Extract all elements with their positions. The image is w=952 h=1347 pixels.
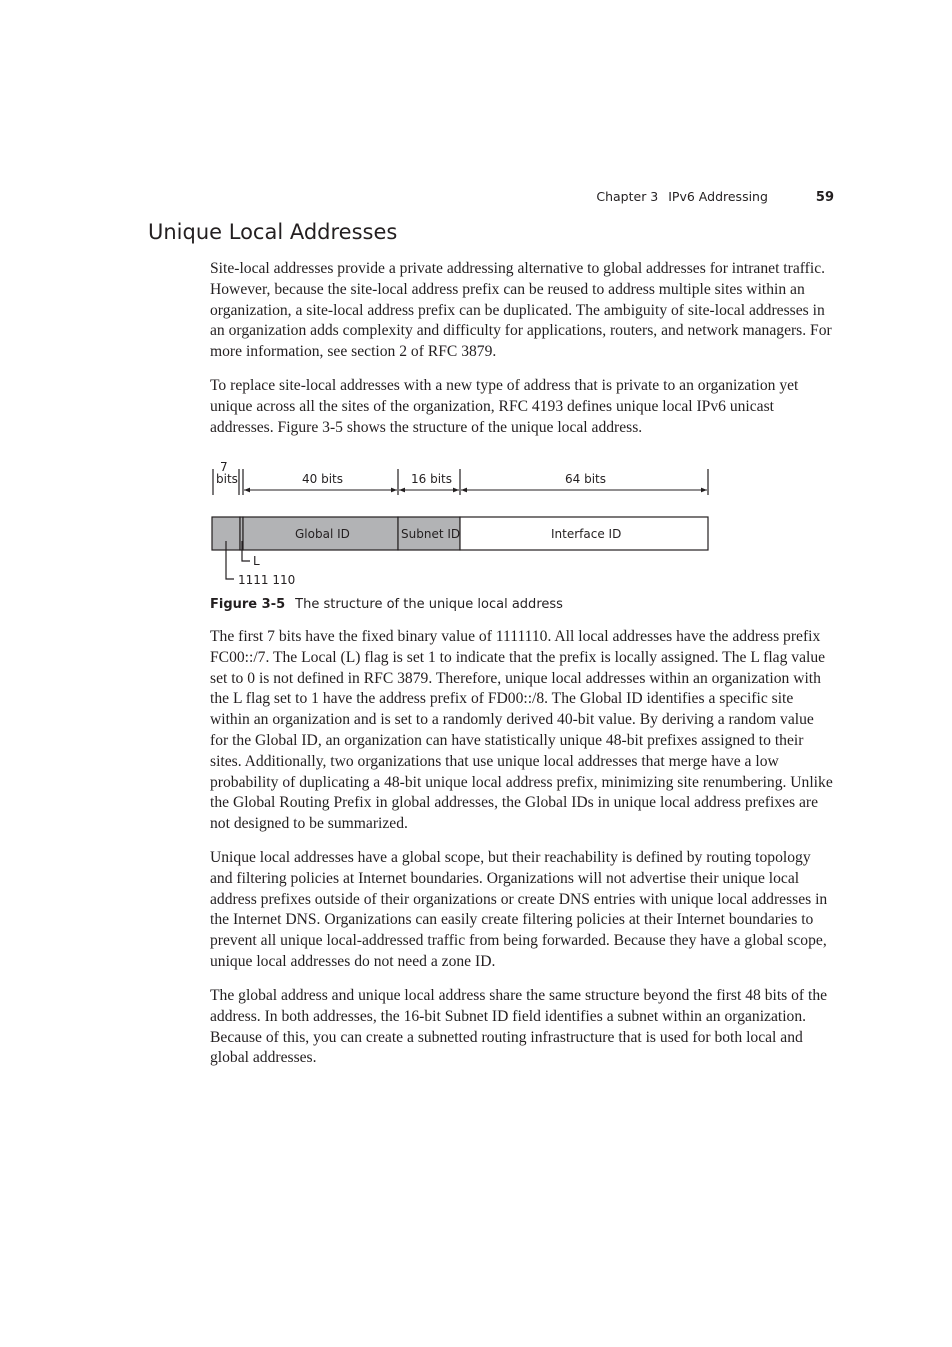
chapter-label: Chapter 3 bbox=[596, 189, 659, 204]
global-id-width-label: 40 bits bbox=[302, 472, 343, 486]
paragraph-bit-layout: The first 7 bits have the fixed binary value of 1111110. All local addresses have the address prefix FC00::/7. The Local (L) flag is set 1 to indicate that the prefix is locally assigned. The L flag value set to 0 is not defined in RFC 3879. Therefore, unique local addresses within an organization with the L flag set to 1 have the address prefix of FD00::/8. The Global ID identifies a specific site within an organization and is set to a randomly derived 40-bit value. By deriving a random value for the Global ID, an organization can have statistically unique 48-bit prefixes assigned to their sites. Additionally, two organizations that use unique local addresses that merge have a low probability of duplicating a 48-bit unique local address prefix, minimizing site renumbering. Unlike the Global Routing Prefix in global addresses, the Global IDs in unique local address prefixes are not designed to be summarized. bbox=[210, 628, 833, 833]
interface-id-field-label: Interface ID bbox=[551, 527, 622, 541]
paragraph-scope: Unique local addresses have a global scope, but their reachability is defined by routing topology and filtering policies at Internet boundaries. Organizations will not advertise their unique local address prefixes outside of their organizations or create DNS entries with unique local addresses in the Internet DNS. Organizations can easily create filtering policies at their Internet boundaries to prevent all unique local-addressed traffic from being forwarded. Because they have a global scope, unique local addresses do not need a zone ID. bbox=[210, 849, 828, 970]
prefix-value-callout-label: 1111 110 bbox=[238, 573, 296, 587]
figure-address-structure bbox=[205, 455, 715, 590]
chapter-title: IPv6 Addressing bbox=[668, 189, 768, 204]
subnet-id-width-label: 16 bits bbox=[411, 472, 452, 486]
subnet-id-field-label: Subnet ID bbox=[401, 527, 461, 541]
paragraph-shared-structure: The global address and unique local address share the same structure beyond the first 48 bits of the address. In both addresses, the 16-bit Subnet ID field identifies a subnet within an organization. Because of this, you can create a subnetted routing infrastructure that is used for both local and global addresses. bbox=[210, 987, 828, 1067]
boundary-ticks bbox=[213, 469, 708, 495]
paragraph-site-local: Site-local addresses provide a private addressing alternative to global addresses for intranet traffic. However, because the site-local address prefix can be reused to address multiple sites within an organization, a site-local address prefix can be duplicated. The ambiguity of site-local addresses in an organization adds complexity and difficulty for applications, routers, and network managers. For more information, see section 2 of RFC 3879. bbox=[210, 260, 832, 361]
l-flag-callout-label: L bbox=[253, 554, 260, 568]
global-id-field-label: Global ID bbox=[295, 527, 350, 541]
figure-caption bbox=[210, 597, 563, 612]
figure-number: Figure 3-5 bbox=[210, 597, 286, 612]
page-number: 59 bbox=[815, 190, 834, 205]
section-title: Unique Local Addresses bbox=[148, 220, 398, 244]
running-head bbox=[560, 189, 834, 205]
figure-caption-text: The structure of the unique local address bbox=[295, 597, 563, 612]
interface-id-width-label: 64 bits bbox=[565, 472, 606, 486]
figure-diagram bbox=[205, 455, 715, 590]
prefix-width-label-top: 7 bbox=[220, 460, 228, 474]
prefix-width-label-bottom: bits bbox=[216, 472, 238, 486]
paragraph-rfc4193: To replace site-local addresses with a new type of address that is private to an organization yet unique across all the sites of the organization, RFC 4193 defines unique local IPv6 unicast addresses. Figure 3-5 shows the structure of the unique local address. bbox=[210, 377, 799, 436]
